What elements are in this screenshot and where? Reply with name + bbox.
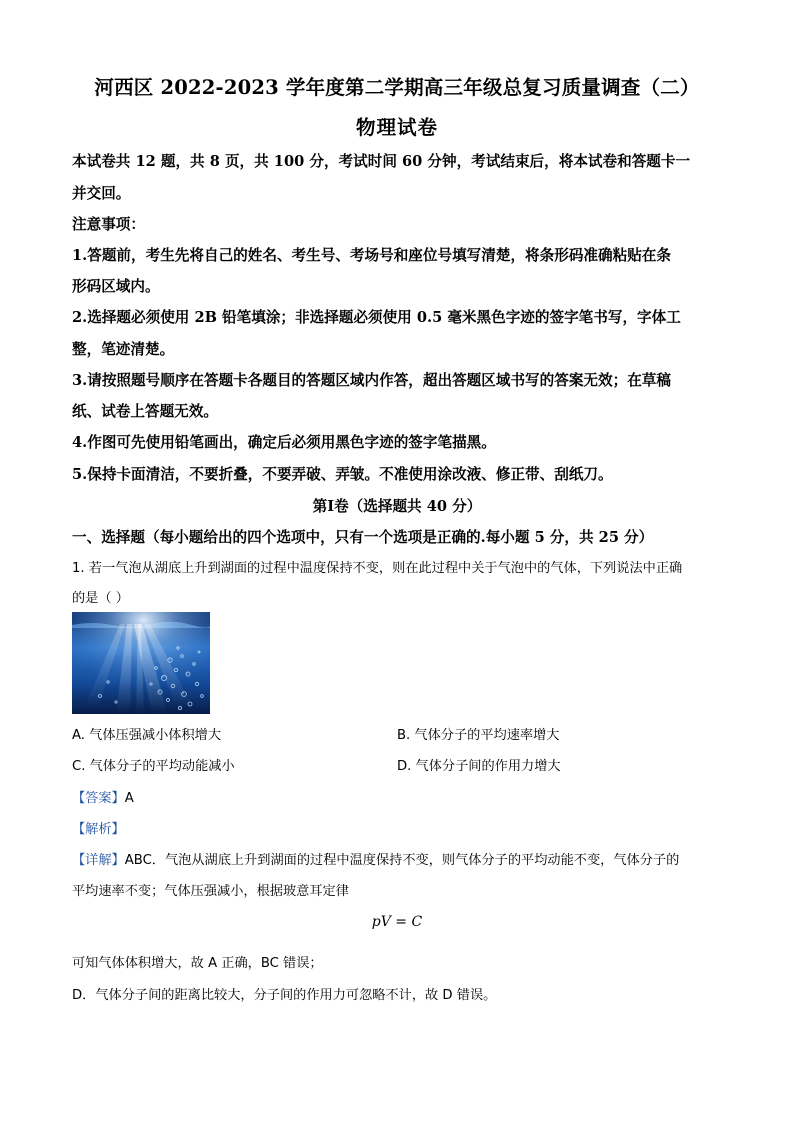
detail-line-3: 可知气体体积增大，故 A 正确，BC 错误； bbox=[72, 956, 323, 971]
detail-line-4: D．气体分子间的距离比较大，分子间的作用力可忽略不计，故 D 错误。 bbox=[72, 988, 497, 1003]
note-1-line-1: 1.答题前，考生先将自己的姓名、考生号、考场号和座位号填写清楚，将条形码准确粘贴在条 bbox=[72, 247, 671, 264]
analysis-tag: 【解析】 bbox=[72, 822, 125, 837]
option-c: C. 气体分子的平均动能减小 bbox=[72, 759, 235, 774]
option-a: A. 气体压强减小体积增大 bbox=[72, 728, 222, 743]
detail-text-1: ABC．气泡从湖底上升到湖面的过程中温度保持不变，则气体分子的平均动能不变，气体分子的 bbox=[124, 853, 680, 868]
underwater-bubbles-illustration bbox=[72, 612, 210, 714]
answer-line bbox=[72, 787, 134, 806]
option-d: D. 气体分子间的作用力增大 bbox=[397, 759, 561, 774]
notes-heading: 注意事项： bbox=[72, 216, 145, 233]
boyle-law-formula: pV = C bbox=[371, 914, 423, 930]
detail-tag: 【详解】 bbox=[72, 853, 125, 868]
exam-title: 河西区 2022-2023 学年度第二学期高三年级总复习质量调查（二） bbox=[94, 76, 700, 99]
intro-line-2: 并交回。 bbox=[72, 185, 131, 202]
question-1-stem-line-1: 1. 若一气泡从湖底上升到湖面的过程中温度保持不变，则在此过程中关于气泡中的气体，下列说法中正确 bbox=[72, 561, 683, 576]
note-3-line-2: 纸、试卷上答题无效。 bbox=[72, 403, 218, 420]
answer-value: A bbox=[124, 791, 134, 806]
note-3-line-1: 3.请按照题号顺序在答题卡各题目的答题区域内作答，超出答题区域书写的答案无效；在草稿 bbox=[72, 372, 671, 389]
section-heading: 一、选择题（每小题给出的四个选项中，只有一个选项是正确的.每小题 5 分，共 25 分） bbox=[72, 529, 654, 546]
exam-subtitle: 物理试卷 bbox=[355, 116, 438, 139]
note-5: 5.保持卡面清洁，不要折叠，不要弄破、弄皱。不准使用涂改液、修正带、刮纸刀。 bbox=[72, 466, 613, 483]
detail-line-2: 平均速率不变；气体压强减小，根据玻意耳定律 bbox=[72, 884, 349, 899]
note-1-line-2: 形码区域内。 bbox=[72, 278, 160, 295]
note-2-line-2: 整，笔迹清楚。 bbox=[72, 341, 175, 358]
detail-line-1 bbox=[72, 849, 679, 868]
intro-line-1: 本试卷共 12 题，共 8 页，共 100 分，考试时间 60 分钟，考试结束后，将本试卷和答题卡一 bbox=[72, 153, 691, 170]
volume-heading: 第Ⅰ卷（选择题共 40 分） bbox=[312, 498, 482, 515]
question-1-stem-line-2: 的是（ ） bbox=[72, 591, 129, 606]
underwater-bubbles-image bbox=[72, 612, 210, 714]
note-4: 4.作图可先使用铅笔画出，确定后必须用黑色字迹的签字笔描黑。 bbox=[72, 434, 496, 451]
option-b: B. 气体分子的平均速率增大 bbox=[397, 728, 560, 743]
note-2-line-1: 2.选择题必须使用 2B 铅笔填涂；非选择题必须使用 0.5 毫米黑色字迹的签字笔书写，字体工 bbox=[72, 309, 681, 326]
answer-tag: 【答案】 bbox=[72, 791, 125, 806]
